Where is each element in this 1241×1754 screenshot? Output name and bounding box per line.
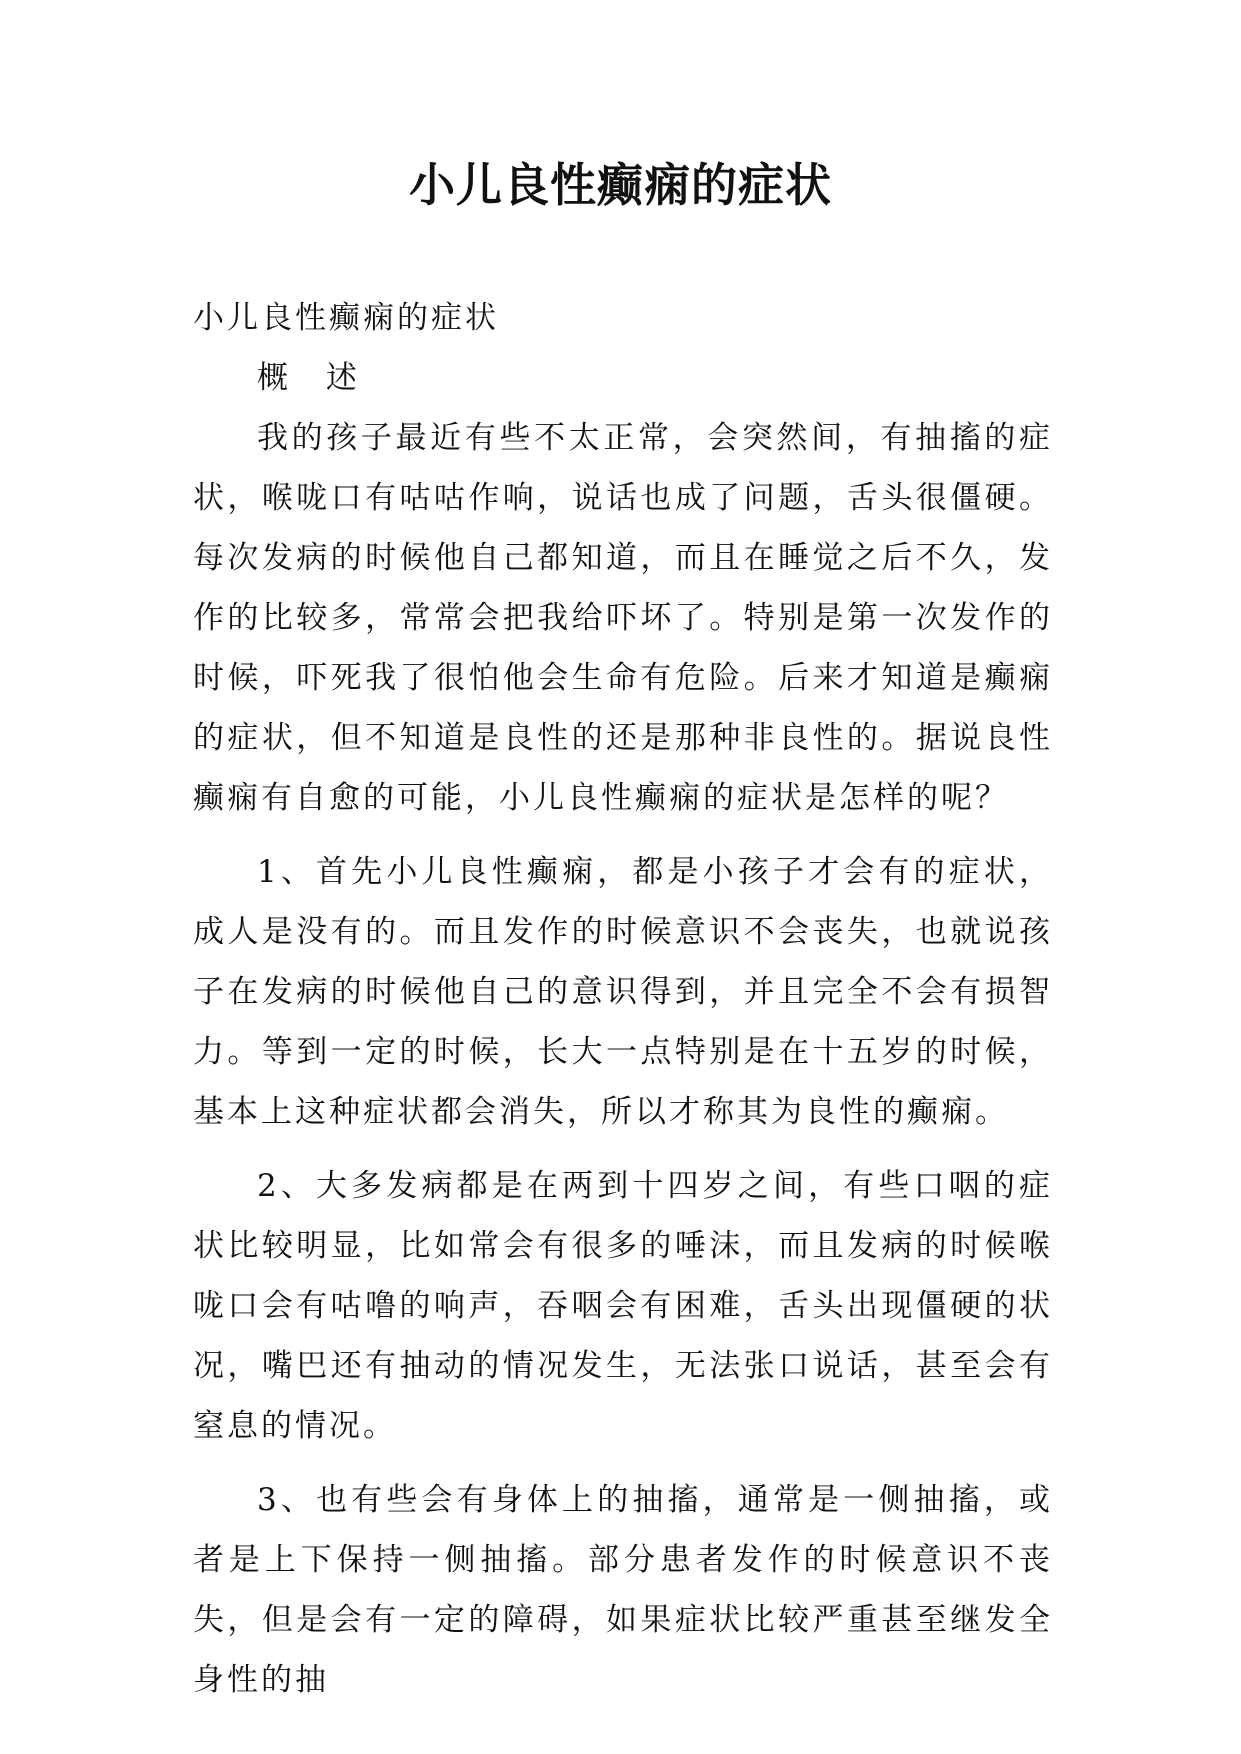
paragraph-point-2: 2、大多发病都是在两到十四岁之间，有些口咽的症状比较明显，比如常会有很多的唾沫，而且发病的时候喉咙口会有咕噜的响声，吞咽会有困难，舌头出现僵硬的状况，嘴巴还有抽动的情况发生，无法张口说话，甚至会有窒息的情况。 — [193, 1168, 1053, 1444]
paragraph-point-3: 3、也有些会有身体上的抽搐，通常是一侧抽搐，或者是上下保持一侧抽搐。部分患者发作的时候意识不丧失，但是会有一定的障碍，如果症状比较严重甚至继发全身性的抽 — [193, 1482, 1053, 1698]
document-title: 小儿良性癫痫的症状 — [409, 158, 832, 212]
paragraph-intro: 我的孩子最近有些不太正常，会突然间，有抽搐的症状，喉咙口有咕咕作响，说话也成了问题，舌头很僵硬。每次发病的时候他自己都知道，而且在睡觉之后不久，发作的比较多，常常会把我给吓坏了。特别是第一次发作的时候，吓死我了很怕他会生命有危险。后来才知道是癫痫的症状，但不知道是良性的还是那种非良性的。据说良性癫痫有自愈的可能，小儿良性癫痫的症状是怎样的呢？ — [193, 420, 1053, 816]
document-body — [193, 288, 1053, 1710]
overview-heading: 概 述 — [257, 360, 371, 396]
paragraph-point-1: 1、首先小儿良性癫痫，都是小孩子才会有的症状，成人是没有的。而且发作的时候意识不会丧失，也就说孩子在发病的时候他自己的意识得到，并且完全不会有损智力。等到一定的时候，长大一点特别是在十五岁的时候，基本上这种症状都会消失，所以才称其为良性的癫痫。 — [193, 854, 1053, 1130]
document-subtitle: 小儿良性癫痫的症状 — [193, 300, 499, 336]
